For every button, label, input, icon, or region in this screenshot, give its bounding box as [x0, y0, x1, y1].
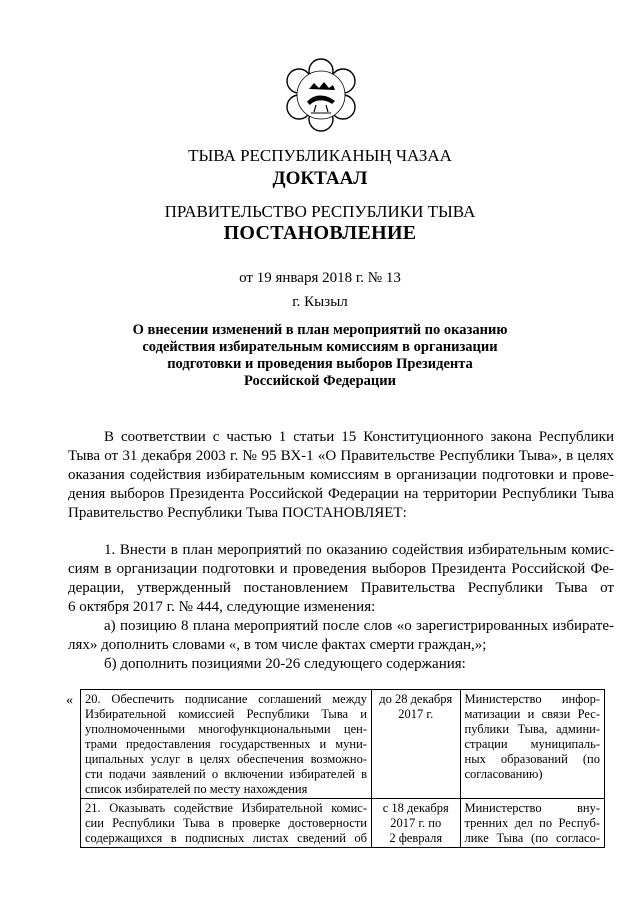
cell-line: 20. Обеспечить подписание соглашений между: [85, 692, 367, 706]
cell-line: 2 февраля: [389, 831, 443, 845]
subject-line: подготовки и проведения выборов Президента: [167, 356, 473, 372]
paragraph-line: Правительство Республики Тыва ПОСТАНОВЛЯЕТ:: [68, 505, 407, 521]
cell-line: ципальных услуг в целях обеспечения возможно-: [85, 752, 367, 766]
responsible-cell: [460, 799, 605, 848]
paragraph-line: 6 октября 2017 г. № 444, следующие изменения:: [68, 599, 376, 615]
header-doc-type-tuvan: ДОКТААЛ: [272, 168, 368, 189]
cell-line: трами предоставления государственных и муни-: [85, 737, 367, 751]
paragraph-line: а) позицию 8 плана мероприятий после слов «о зарегистрированных избирате-: [104, 618, 614, 634]
cell-line: публики Тыва, админи-: [464, 722, 600, 736]
cell-line: страции муниципаль-: [464, 737, 600, 751]
cell-line: 2017 г. по: [390, 816, 442, 830]
paragraph-line: оказания содействия избирательным комиссиям в организации подготовки и прове-: [68, 467, 614, 483]
paragraph-line: б) дополнить позициями 20-26 следующего содержания:: [104, 656, 466, 672]
paragraph-line: лях» дополнить словами «, в том числе фактах смерти граждан,»;: [68, 637, 487, 653]
cell-line: согласованию): [464, 767, 543, 781]
opening-quote-mark: «: [66, 693, 73, 708]
paragraph-line: дения выборов Президента Российской Федерации на территории Республики Тыва: [68, 486, 614, 502]
deadline-cell: [371, 799, 460, 848]
clause-paragraph: [68, 541, 614, 674]
subject-line: О внесении изменений в план мероприятий по оказанию: [132, 322, 508, 338]
table-row: [81, 690, 605, 799]
activity-cell: [81, 799, 372, 848]
cell-line: сти подачи заявлений о включении избирателей в: [85, 767, 367, 781]
cell-line: матизации и связи Рес-: [464, 707, 600, 721]
cell-line: Министерство вну-: [464, 801, 600, 815]
preamble-paragraph: [68, 428, 614, 523]
subject-line: содействия избирательным комиссиям в организации: [142, 339, 498, 355]
paragraph-line: В соответствии с частью 1 статьи 15 Конституционного закона Республики: [104, 429, 614, 445]
header-line-russian: ПРАВИТЕЛЬСТВО РЕСПУБЛИКИ ТЫВА: [164, 202, 476, 221]
cell-line: 21. Оказывать содействие Избирательной комис-: [85, 801, 367, 815]
cell-line: содержащихся в подписных листах сведений об: [85, 831, 367, 845]
cell-line: Избирательной комиссией Республики Тыва и: [85, 707, 367, 721]
cell-line: сии Республики Тыва в проверке достоверности: [85, 816, 367, 830]
header-doc-type-russian: ПОСТАНОВЛЕНИЕ: [223, 222, 417, 244]
table-row: [81, 799, 605, 848]
paragraph-line: Тыва от 31 декабря 2003 г. № 95 ВХ-1 «О Правительстве Республики Тыва», в целях: [68, 448, 614, 464]
cell-line: лике Тыва (по согласо-: [464, 831, 600, 845]
cell-line: до 28 декабря: [379, 692, 453, 706]
cell-line: список избирателей по месту нахождения: [85, 782, 308, 796]
responsible-cell: [460, 690, 605, 799]
cell-line: с 18 декабря: [382, 801, 449, 815]
cell-line: тренних дел по Респуб-: [464, 816, 600, 830]
document-date: от 19 января 2018 г. № 13: [239, 270, 401, 286]
paragraph-line: сиям в организации подготовки и проведения выборов Президента Российской Фе-: [68, 561, 614, 577]
deadline-cell: [371, 690, 460, 799]
state-emblem-icon: [283, 57, 359, 133]
document-city: г. Кызыл: [292, 294, 348, 310]
cell-line: ных образований (по: [464, 752, 600, 766]
cell-line: Министерство инфор-: [464, 692, 600, 706]
cell-line: уполномоченными многофункциональными цен-: [85, 722, 367, 736]
paragraph-line: 1. Внести в план мероприятий по оказанию содействия избирательным комис-: [104, 542, 614, 558]
subject-line: Российской Федерации: [243, 373, 396, 389]
activity-cell: [81, 690, 372, 799]
header-line-tuvan: ТЫВА РЕСПУБЛИКАНЫҢ ЧАЗАА: [188, 146, 452, 165]
plan-table: [80, 689, 605, 848]
cell-line: 2017 г.: [398, 707, 434, 721]
document-subject: [90, 322, 550, 390]
paragraph-line: дерации, утвержденный постановлением Правительства Республики Тыва от: [68, 580, 614, 596]
